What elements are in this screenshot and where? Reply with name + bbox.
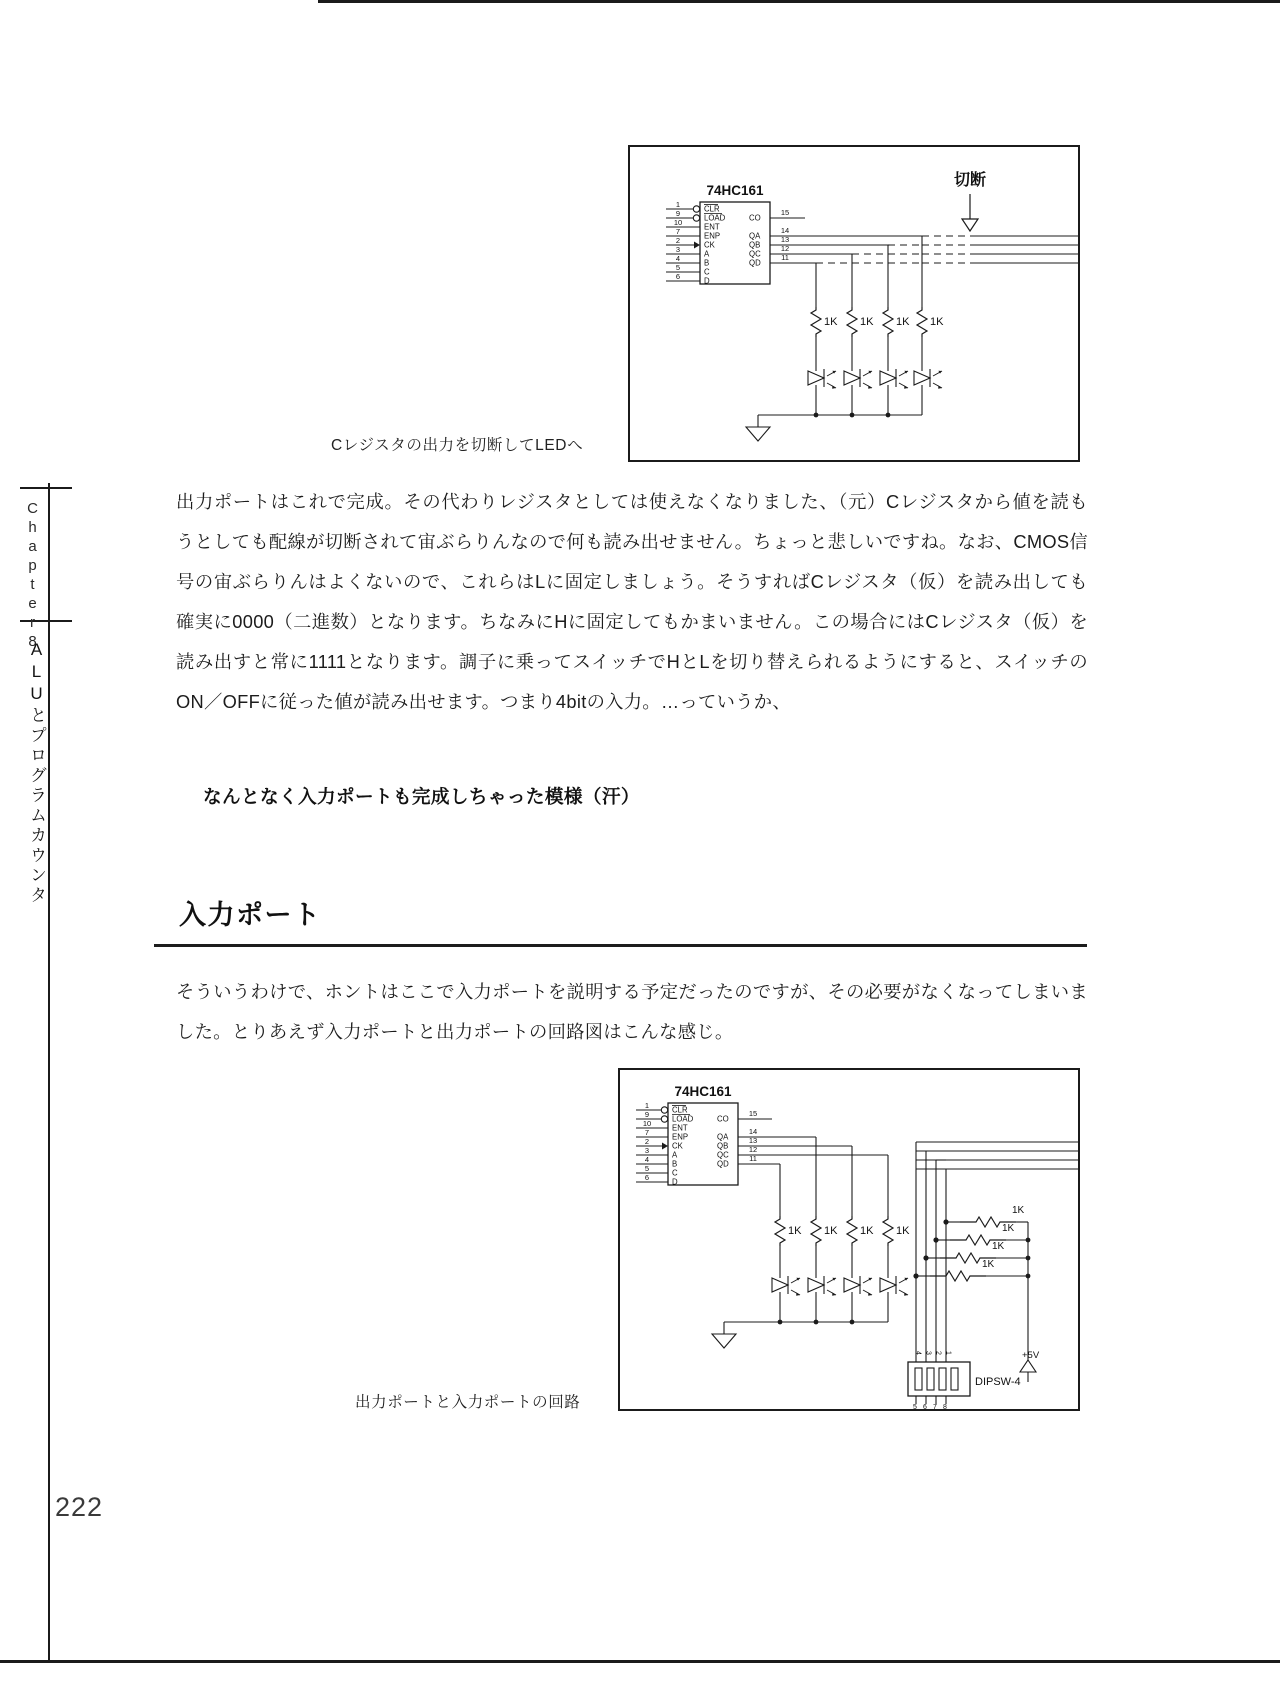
chapter-title-label: ALUとプログラムカウンタ — [27, 640, 46, 906]
paragraph-output-port-complete: 出力ポートはこれで完成。その代わりレジスタとしては使えなくなりました、（元）Cレジスタから値を読もうとしても配線が切断されて宙ぶらりんなので何も読み出せません。ちょっと悲しいですね。なお、CMOS信号の宙ぶらりんはよくないので、これらはLに固定しましょう。そうすればCレジスタ（仮）を読み出しても確実に0000（二進数）となります。ちなみにHに固定してもかまいません。この場合にはCレジスタ（仮）を読み出すと常に1111となります。調子に乗ってスイッチでHとLを切り替えられるようにすると、スイッチのON／OFFに従った値が読み出せます。つまり4bitの入力。…っていうか、 — [176, 491, 1088, 712]
svg-text:CLR: CLR — [672, 1105, 688, 1115]
svg-text:ENP: ENP — [704, 231, 721, 241]
svg-text:14: 14 — [748, 1127, 758, 1136]
paragraph-input-port-intro: そういうわけで、ホントはここで入力ポートを説明する予定だったのですが、その必要がなくなってしまいました。とりあえず入力ポートと出力ポートの回路図はこんな感じ。 — [176, 981, 1088, 1042]
svg-text:8: 8 — [943, 1404, 947, 1409]
svg-text:ENT: ENT — [704, 222, 720, 232]
svg-text:13: 13 — [780, 235, 790, 244]
svg-text:1K: 1K — [982, 1259, 995, 1270]
svg-text:7: 7 — [675, 227, 681, 236]
svg-text:LOAD: LOAD — [704, 213, 726, 223]
svg-text:CLR: CLR — [704, 204, 720, 214]
svg-text:7: 7 — [644, 1128, 650, 1137]
svg-text:1K: 1K — [824, 316, 838, 328]
svg-text:CO: CO — [749, 213, 761, 223]
svg-text:1: 1 — [944, 1351, 952, 1355]
svg-text:QC: QC — [717, 1150, 729, 1160]
page-number: 222 — [55, 1492, 104, 1522]
svg-text:13: 13 — [748, 1136, 758, 1145]
svg-text:C: C — [704, 267, 710, 277]
ic-name-label-2: 74HC161 — [674, 1084, 732, 1099]
svg-text:12: 12 — [748, 1145, 758, 1154]
svg-text:9: 9 — [675, 209, 681, 218]
svg-text:QB: QB — [717, 1141, 729, 1151]
svg-text:CK: CK — [704, 240, 715, 250]
circuit-svg-2 — [620, 1070, 1078, 1409]
svg-text:10: 10 — [673, 218, 683, 227]
svg-text:1K: 1K — [1002, 1223, 1015, 1234]
svg-text:6: 6 — [675, 272, 681, 281]
page-bottom-border — [0, 1660, 1280, 1663]
svg-text:C: C — [672, 1168, 678, 1178]
svg-text:5: 5 — [675, 263, 681, 272]
svg-text:CO: CO — [717, 1114, 729, 1124]
svg-text:2: 2 — [675, 236, 681, 245]
ic-name-label-1: 74HC161 — [706, 183, 764, 198]
svg-text:D: D — [704, 276, 710, 286]
figure-2-caption: 出力ポートと入力ポートの回路 — [355, 1394, 581, 1411]
svg-text:3: 3 — [675, 245, 681, 254]
svg-text:1K: 1K — [896, 1225, 910, 1237]
figure-output-port-diagram — [628, 145, 1080, 462]
svg-text:B: B — [672, 1159, 678, 1169]
svg-text:A: A — [704, 249, 710, 259]
svg-text:4: 4 — [914, 1351, 922, 1355]
chapter-number-label: Chapter8 — [24, 500, 41, 652]
svg-text:D: D — [672, 1177, 678, 1187]
svg-text:9: 9 — [644, 1110, 650, 1119]
svg-text:1K: 1K — [896, 316, 910, 328]
svg-text:1: 1 — [644, 1101, 650, 1110]
svg-text:1K: 1K — [824, 1225, 838, 1237]
svg-text:LOAD: LOAD — [672, 1114, 694, 1124]
svg-text:2: 2 — [934, 1351, 942, 1355]
svg-text:QD: QD — [717, 1159, 729, 1169]
svg-text:ENP: ENP — [672, 1132, 689, 1142]
svg-text:14: 14 — [780, 226, 790, 235]
svg-text:1K: 1K — [1012, 1205, 1025, 1216]
svg-text:5: 5 — [913, 1404, 917, 1409]
svg-text:6: 6 — [923, 1404, 927, 1409]
svg-text:CK: CK — [672, 1141, 683, 1151]
svg-text:1K: 1K — [992, 1241, 1005, 1252]
svg-text:1K: 1K — [788, 1225, 802, 1237]
svg-text:QB: QB — [749, 240, 761, 250]
svg-text:QA: QA — [717, 1132, 729, 1142]
svg-text:15: 15 — [748, 1109, 758, 1118]
standout-note-input-port: なんとなく入力ポートも完成しちゃった模様（汗） — [203, 786, 640, 807]
section-heading-input-port: 入力ポート — [179, 900, 322, 930]
svg-text:12: 12 — [780, 244, 790, 253]
svg-text:QA: QA — [749, 231, 761, 241]
svg-text:1K: 1K — [930, 316, 944, 328]
section-heading-rule — [154, 944, 1087, 947]
svg-text:A: A — [672, 1150, 678, 1160]
svg-text:3: 3 — [644, 1146, 650, 1155]
svg-text:2: 2 — [644, 1137, 650, 1146]
svg-text:10: 10 — [642, 1119, 652, 1128]
svg-text:ENT: ENT — [672, 1123, 688, 1133]
circuit-svg-1 — [630, 147, 1078, 460]
figure-io-port-diagram — [618, 1068, 1080, 1411]
svg-text:11: 11 — [749, 1154, 757, 1163]
chapter-tab-rule-top — [20, 487, 72, 489]
supply-label: +5V — [1022, 1350, 1040, 1361]
dipswitch-label: DIPSW-4 — [975, 1376, 1021, 1388]
svg-text:QC: QC — [749, 249, 761, 259]
svg-text:6: 6 — [644, 1173, 650, 1182]
svg-text:QD: QD — [749, 258, 761, 268]
svg-text:4: 4 — [644, 1155, 650, 1164]
svg-text:B: B — [704, 258, 710, 268]
svg-text:15: 15 — [780, 208, 790, 217]
svg-text:7: 7 — [933, 1404, 937, 1409]
svg-text:1: 1 — [675, 200, 681, 209]
svg-text:3: 3 — [924, 1351, 932, 1355]
svg-text:1K: 1K — [860, 316, 874, 328]
figure-1-caption: Cレジスタの出力を切断してLEDへ — [331, 437, 584, 454]
svg-text:11: 11 — [781, 253, 789, 262]
cut-annotation-label: 切断 — [953, 172, 987, 189]
page-top-border — [318, 0, 1280, 3]
svg-text:5: 5 — [644, 1164, 650, 1173]
svg-text:4: 4 — [675, 254, 681, 263]
svg-text:1K: 1K — [860, 1225, 874, 1237]
